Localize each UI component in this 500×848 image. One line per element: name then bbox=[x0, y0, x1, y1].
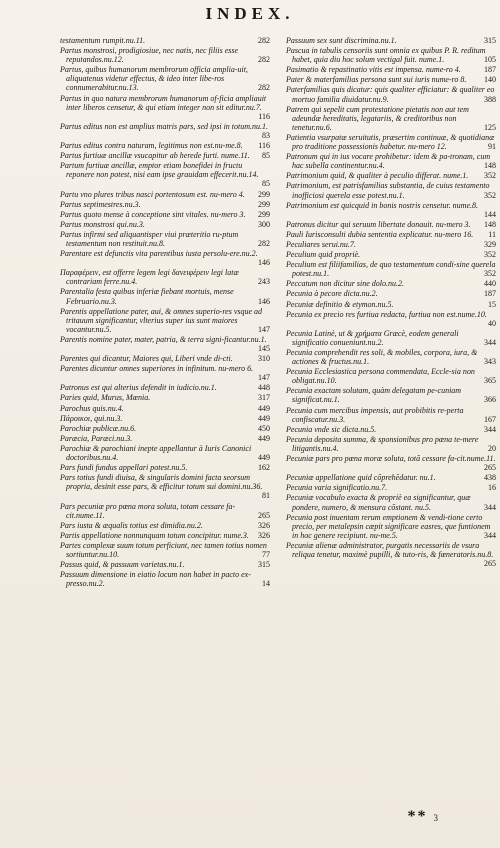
index-entry-page-number: 310 bbox=[258, 354, 270, 364]
index-entry-text: Passus quid, & passuum varietas.nu.1. bbox=[60, 560, 185, 570]
index-entry-text: testamentum rumpit.nu.11. bbox=[60, 36, 146, 45]
index-entry-page-number: 299 bbox=[258, 189, 270, 199]
index-entry-page-number: 15 bbox=[488, 299, 496, 309]
index-entry bbox=[286, 473, 496, 482]
index-entry-page-number: 315 bbox=[484, 36, 496, 45]
index-entry-page-number: 16 bbox=[488, 483, 496, 493]
index-entry-page-number: 449 bbox=[258, 453, 270, 463]
index-entry bbox=[60, 220, 270, 229]
index-entry-text: Peculiares serui.nu.7. bbox=[286, 239, 356, 249]
index-entry-page-number: 344 bbox=[484, 424, 496, 434]
index-entry-text: Pecunia ex precio res furtiua redacta, furtiua non est.nume.10. bbox=[286, 309, 487, 319]
index-entry bbox=[286, 541, 496, 568]
index-entry bbox=[286, 36, 496, 45]
index-entry-text: Partus editus non est amplius matris pars, sed ipsi in totum.nu.1. bbox=[60, 121, 269, 131]
index-entry bbox=[60, 307, 270, 334]
index-entry-text: Παραφέρειν, est offerre legem legi δανειφέρειν legi latæ contrariam ferre.nu.4. bbox=[60, 268, 239, 287]
index-entry-text: Peccatum non dicitur sine dolo.nu.2. bbox=[286, 279, 404, 289]
index-entry-text: Partus editus contra naturam, legitimus non est.nu-me.8. bbox=[60, 141, 243, 151]
index-entry-page-number: 326 bbox=[258, 530, 270, 540]
index-entry bbox=[286, 493, 496, 511]
index-entry-text: Pars totius fundi diuisa, & singularis domini facta seorsum propria, desinit esse pars, & efficitur totum sui domini.nu.36. bbox=[60, 473, 263, 492]
index-entry-page-number: 20 bbox=[488, 443, 496, 453]
index-entry-page-number: 144 bbox=[484, 209, 496, 219]
index-entry-text: Partu vno plures tribus nasci portentosum est. nu-mero 4. bbox=[60, 189, 245, 199]
index-entry-text: Partum furtiuæ ancillæ, emptor etiam bonefidei in fructu reponere non potest, nisi eam ipse grauidam effecerit.nu.14. bbox=[60, 161, 259, 180]
index-entry-text: Pecunia cum mercibus impensis, aut probibitis re-perta confiscatur.nu.3. bbox=[286, 405, 464, 424]
index-entry bbox=[60, 46, 270, 64]
index-entry-text: Pecuniæ pars pro pœna moræ soluta, totã cessare fa-cit.nume.11. bbox=[286, 454, 496, 464]
index-entry-page-number: 147 bbox=[258, 373, 270, 383]
index-entry-text: Pater & materfamilias persona sunt sui iuris nume-ro 8. bbox=[286, 75, 467, 85]
index-entry bbox=[286, 250, 496, 259]
index-entry-page-number: 147 bbox=[258, 324, 270, 334]
index-entry-page-number: 265 bbox=[258, 510, 270, 520]
index-entry-text: Paræcia, Paræci.nu.3. bbox=[60, 433, 133, 443]
index-entry-text: Patrimonium, est patrisfamilias substantia, de cuius testamento inofficiosi querela esse potest.nu.1. bbox=[286, 181, 490, 200]
index-entry bbox=[60, 268, 270, 286]
index-entry-page-number: 116 bbox=[258, 111, 270, 121]
index-entry-text: Partus monstrosi qui.nu.3. bbox=[60, 219, 145, 229]
index-entry bbox=[286, 220, 496, 229]
index-entry-page-number: 352 bbox=[484, 269, 496, 279]
index-entry-text: Parochiæ & parochiani inepte appellantur à Iuris Canonici doctoribus.nu.4. bbox=[60, 443, 252, 463]
index-entry bbox=[60, 424, 270, 433]
index-entry-page-number: 146 bbox=[258, 296, 270, 306]
index-entry bbox=[286, 75, 496, 84]
index-entry-text: Pecuniæ appellatione quid cõprehẽdatur. nu.1. bbox=[286, 473, 436, 483]
index-entry-page-number: 148 bbox=[484, 161, 496, 171]
index-entry-text: Pecunia Ecclesiastica persona commendata, Eccle-sia non obligat.nu.10. bbox=[286, 367, 475, 386]
index-entry-text: Partes complexæ suum totum perficiunt, nec tamen totius nomen sortiuntur.nu.10. bbox=[60, 540, 267, 559]
index-entry bbox=[286, 483, 496, 492]
index-entry-page-number: 438 bbox=[484, 473, 496, 483]
index-entry-page-number: 388 bbox=[484, 94, 496, 104]
index-entry bbox=[60, 335, 270, 353]
index-entry bbox=[60, 521, 270, 530]
index-entry-page-number: 145 bbox=[258, 344, 270, 353]
index-entry bbox=[286, 201, 496, 219]
index-entry-text: Patrem qui sepelit cum protestatione pietatis non aut tem adeundæ hereditatis, legatariis, & creditoribus non tenetur.nu.6. bbox=[286, 104, 469, 132]
index-entry bbox=[60, 502, 270, 520]
index-entry-page-number: 366 bbox=[484, 395, 496, 405]
index-entry bbox=[60, 151, 270, 160]
page-title: INDEX. bbox=[205, 4, 295, 23]
index-entry-text: Patronum qui in ius vocare prohibetur: idem & pa-tronam, cum hac subella continentur.nu.4. bbox=[286, 152, 491, 171]
index-entry-text: Partus, quibus humanorum membrorum officia amplia-uit, aliquatenus videtur effectus, & ideo inter libe-ros connumerabitur.nu.13. bbox=[60, 65, 248, 93]
index-entry bbox=[286, 406, 496, 424]
index-entry-text: Pecuniæ alienæ administrator, purgatis necessariis de vsura reliqua tenetur, maximè pupilli, & tuto-ris, & fœneratoris.nu.8. bbox=[286, 540, 494, 559]
signature-stars: ** bbox=[407, 808, 428, 825]
index-entry-page-number: 146 bbox=[258, 258, 270, 268]
index-entry bbox=[60, 560, 270, 569]
index-entry bbox=[286, 454, 496, 472]
index-entry-text: Partus quoto mense à conceptione sint vitales. nu-mero 3. bbox=[60, 209, 246, 219]
index-entry-page-number: 315 bbox=[258, 560, 270, 570]
index-entry-text: Pecunia vnde sic dicta.nu.5. bbox=[286, 424, 377, 434]
index-entry bbox=[286, 300, 496, 309]
index-entry-text: Passuum dimensione in eiatio locum non habet in pacto ex-presso.nu.2. bbox=[60, 570, 251, 589]
index-entry-text: Patrimonium est quicquid in bonis nostris censetur. nume.8. bbox=[286, 200, 478, 210]
index-column-right bbox=[286, 36, 496, 569]
index-entry-text: Passuum sex sunt discrimina.nu.1. bbox=[286, 36, 397, 45]
index-entry-text: Paterfamilias quis dicatur: quis qualiter efficiatur: & qualiter eo mortuo familia diuidatur.nu.9. bbox=[286, 85, 495, 104]
index-entry-page-number: 140 bbox=[484, 75, 496, 85]
index-entry-page-number: 265 bbox=[484, 559, 496, 569]
index-entry-text: Pasimatio & repastinatio vitis est impensa. nume-ro 4. bbox=[286, 65, 461, 75]
index-entry-page-number: 282 bbox=[258, 238, 270, 248]
index-entry-text: Partus infirmi sed aliquantisper viui præteritio ru-ptum testamentum non restituit.nu.8. bbox=[60, 229, 239, 248]
index-entry-page-number: 300 bbox=[258, 219, 270, 229]
index-entry-text: Pecunia deposita summa, & sponsionibus pro pœna te-mere litigantis.nu.4. bbox=[286, 434, 479, 453]
index-entry-text: Pecuniæ definitio & etymon.nu.5. bbox=[286, 299, 394, 309]
index-entry-text: Parochus quis.nu.4. bbox=[60, 403, 124, 413]
index-entry-text: Partus furtiuæ ancillæ vsucapitur ab herede furti. nume.11. bbox=[60, 151, 250, 161]
index-entry bbox=[60, 463, 270, 472]
index-entry bbox=[60, 141, 270, 150]
index-entry bbox=[286, 310, 496, 328]
index-entry-page-number: 352 bbox=[484, 190, 496, 200]
index-entry-page-number: 449 bbox=[258, 413, 270, 423]
index-entry-page-number: 14 bbox=[262, 579, 270, 589]
index-entry-text: Parentis appellatione pater, aui, & omnes superio-res vsque ad tritauum significantur, vlterius super ius sunt maiores vocantur.nu.5. bbox=[60, 306, 263, 334]
index-entry bbox=[286, 133, 496, 151]
index-entry-page-number: 282 bbox=[258, 83, 270, 93]
index-entry bbox=[286, 386, 496, 404]
index-entry-page-number: 11 bbox=[488, 229, 496, 239]
index-entry-text: Peculium quid propriè. bbox=[286, 250, 361, 260]
index-entry-text: Paries quid, Murus, Mœnia. bbox=[60, 393, 151, 403]
index-entry bbox=[60, 414, 270, 423]
index-entry-text: Parentalia festa quibus inferiæ fiebant mortuis, mense Februario.nu.3. bbox=[60, 287, 234, 306]
index-entry bbox=[60, 434, 270, 443]
index-entry-text: Partus septimestres.nu.3. bbox=[60, 199, 141, 209]
index-entry-page-number: 343 bbox=[484, 357, 496, 367]
index-entry bbox=[286, 435, 496, 453]
index-entry-page-number: 40 bbox=[488, 318, 496, 328]
index-entry bbox=[60, 210, 270, 219]
index-entry bbox=[60, 393, 270, 402]
index-entry bbox=[286, 171, 496, 180]
index-entry bbox=[286, 289, 496, 298]
index-entry-page-number: 326 bbox=[258, 520, 270, 530]
index-entry bbox=[286, 105, 496, 132]
index-entry-page-number: 352 bbox=[484, 250, 496, 260]
index-entry bbox=[60, 364, 270, 382]
index-entry bbox=[60, 531, 270, 540]
index-entry-page-number: 449 bbox=[258, 433, 270, 443]
index-entry-page-number: 83 bbox=[262, 130, 270, 140]
index-entry-text: Πάροικοι, qui.nu.3. bbox=[60, 413, 123, 423]
index-entry-page-number: 265 bbox=[484, 463, 496, 473]
index-entry bbox=[286, 240, 496, 249]
index-entry bbox=[60, 36, 270, 45]
index-entry-text: Parochiæ publicæ.nu.6. bbox=[60, 423, 137, 433]
index-entry-page-number: 81 bbox=[262, 491, 270, 501]
index-entry bbox=[60, 570, 270, 588]
index-entry-page-number: 440 bbox=[484, 279, 496, 289]
index-entry-page-number: 449 bbox=[258, 403, 270, 413]
index-entry bbox=[286, 260, 496, 278]
index-entry-text: Pars fundi fundus appellari potest.nu.5. bbox=[60, 463, 188, 473]
index-entry-page-number: 344 bbox=[484, 337, 496, 347]
index-entry-page-number: 85 bbox=[262, 151, 270, 161]
index-entry-page-number: 282 bbox=[258, 36, 270, 45]
index-entry-page-number: 365 bbox=[484, 376, 496, 386]
index-entry-page-number: 187 bbox=[484, 289, 496, 299]
index-entry-text: Pecunia post inuentam rerum emptionem & vendi-tione certo precio, per metalepsin cœpit significare easres, que funtionem in hoc genere recipiunt. nu-me.5. bbox=[286, 512, 491, 540]
index-entry-text: Parentis nomine pater, mater, patria, & terra signi-ficantur.nu.1. bbox=[60, 334, 267, 344]
index-entry bbox=[60, 230, 270, 248]
index-entry-text: Partus monstrosi, prodigiosiue, nec natis, nec filiis esse reputandos.nu.12. bbox=[60, 46, 239, 65]
index-entry bbox=[286, 329, 496, 347]
index-entry-page-number: 329 bbox=[484, 239, 496, 249]
index-entry-page-number: 91 bbox=[488, 142, 496, 152]
index-entry bbox=[60, 161, 270, 188]
index-entry bbox=[286, 367, 496, 385]
index-entry-page-number: 125 bbox=[484, 122, 496, 132]
index-entry-page-number: 317 bbox=[258, 393, 270, 403]
index-entry bbox=[286, 181, 496, 199]
index-entry bbox=[286, 279, 496, 288]
index-column-left bbox=[60, 36, 270, 589]
index-entry-page-number: 187 bbox=[484, 65, 496, 75]
index-entry-page-number: 116 bbox=[258, 141, 270, 151]
index-entry-text: Pecunia Latinè, ut & χρήματα Græcè, eodem generali significatio conueniunt.nu.2. bbox=[286, 328, 459, 347]
index-entry-page-number: 448 bbox=[258, 383, 270, 393]
index-entry bbox=[60, 65, 270, 92]
index-entry-text: Pascua in tabulis censoriis sunt omnia ex quibus P. R. reditum habet, quia diu hoc solum vectigal fuit. nume.1. bbox=[286, 46, 486, 65]
index-entry bbox=[60, 541, 270, 559]
index-entry-text: Parentare est defunctis vita parentibus iusta persolu-ere.nu.2. bbox=[60, 249, 258, 259]
index-entry-page-number: 352 bbox=[484, 171, 496, 181]
index-entry-page-number: 162 bbox=[258, 463, 270, 473]
index-entry-text: Peculium est filiifamilias, de quo testamentum condi-sine querela potest.nu.1. bbox=[286, 260, 496, 279]
index-entry-page-number: 344 bbox=[484, 502, 496, 512]
index-entry bbox=[286, 85, 496, 103]
index-entry-text: Patronus est qui alterius defendit in iudicio.nu.1. bbox=[60, 383, 217, 393]
index-entry bbox=[60, 404, 270, 413]
index-entry bbox=[60, 444, 270, 462]
index-entry-text: Pars pecuniæ pro pœna mora soluta, totam cessare fa-cit.nume.11. bbox=[60, 501, 236, 520]
index-entry-text: Partus in quo natura membrorum humanorum of-ficia ampliauit inter liberos censetur, & qui etiam integer non sit editur.nu.7. bbox=[60, 93, 267, 112]
index-entry-page-number: 105 bbox=[484, 55, 496, 65]
index-entry-page-number: 243 bbox=[258, 277, 270, 287]
index-entry-text: Patientia vsurpatæ seruitutis, præsertim continuæ, & quotidianæ pro traditione possessionis habetur. nu-mero 12. bbox=[286, 132, 495, 152]
index-entry-text: Parentes qui dicantur, Maiores qui, Liberi vnde di-cti. bbox=[60, 354, 233, 364]
index-entry-page-number: 148 bbox=[484, 219, 496, 229]
index-entry-text: Patrimonium quid, & qualiter à peculio differat. nume.1. bbox=[286, 171, 469, 181]
index-entry-text: Pecunia exactam solutam, quàm delegatam pe-cuniam significat.nu.1. bbox=[286, 386, 462, 405]
index-entry bbox=[60, 94, 270, 121]
index-entry-text: Patronus dicitur qui seruum libertate donauit. nu-mero 3. bbox=[286, 219, 471, 229]
index-entry bbox=[286, 348, 496, 366]
index-entry-text: Pars iusta & æqualis totius est dimidia.nu.2. bbox=[60, 520, 203, 530]
index-entry bbox=[60, 249, 270, 267]
index-entry-page-number: 299 bbox=[258, 199, 270, 209]
index-entry-page-number: 282 bbox=[258, 55, 270, 65]
index-entry-text: Pecunia à pecore dicta.nu.2. bbox=[286, 289, 378, 299]
index-entry bbox=[60, 200, 270, 209]
signature-number: 3 bbox=[433, 813, 440, 823]
index-entry bbox=[286, 425, 496, 434]
index-entry-text: Partis appellatione nonnunquam totum concipitur. nume.3. bbox=[60, 530, 249, 540]
index-entry-page-number: 450 bbox=[258, 423, 270, 433]
index-entry-page-number: 77 bbox=[262, 549, 270, 559]
index-entry-text: Pecunia varia significatio.nu.7. bbox=[286, 483, 388, 493]
index-entry bbox=[60, 287, 270, 305]
index-entry-page-number: 299 bbox=[258, 209, 270, 219]
index-entry bbox=[60, 190, 270, 199]
signature-mark bbox=[408, 808, 441, 826]
index-entry bbox=[286, 152, 496, 170]
index-entry-text: Pauli Iurisconsulti dubia sententia explicatur. nu-mero 16. bbox=[286, 229, 474, 239]
index-entry-page-number: 85 bbox=[262, 179, 270, 189]
index-entry-text: Parentes dicuntur omnes superiores in infinitum. nu-mero 6. bbox=[60, 364, 254, 374]
index-entry bbox=[286, 230, 496, 239]
index-entry bbox=[286, 46, 496, 64]
index-entry bbox=[60, 473, 270, 500]
index-entry bbox=[60, 383, 270, 392]
index-entry bbox=[286, 65, 496, 74]
index-entry-text: Pecunia comprehendit res soli, & mobiles, corpora, iura, & actiones & fructus.nu.1. bbox=[286, 348, 478, 367]
index-entry bbox=[286, 513, 496, 540]
index-entry-page-number: 167 bbox=[484, 414, 496, 424]
index-entry-page-number: 344 bbox=[484, 530, 496, 540]
index-entry bbox=[60, 122, 270, 140]
index-entry-text: Pecuniæ vocabulo exacta & propriè ea significantur, quæ pondere, numero, & mensura cõstant. nu.5. bbox=[286, 493, 471, 512]
index-entry bbox=[60, 354, 270, 363]
